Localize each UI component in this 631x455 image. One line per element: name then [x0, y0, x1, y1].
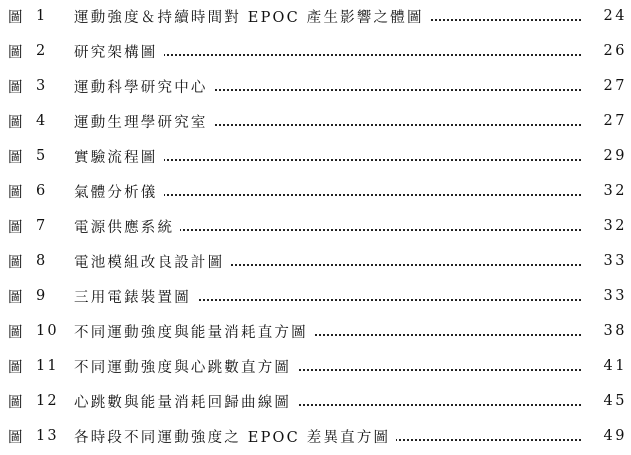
toc-entry[interactable]: [0, 179, 631, 203]
toc-entry[interactable]: [0, 39, 631, 63]
entry-prefix: 圖: [8, 254, 25, 271]
entry-prefix: 圖: [8, 324, 25, 341]
toc-entry[interactable]: [0, 4, 631, 28]
entry-number: 5: [36, 148, 48, 164]
toc-entry[interactable]: [0, 284, 631, 308]
entry-number: 6: [36, 183, 48, 199]
entry-page: 33: [583, 288, 627, 304]
entry-number: 7: [36, 218, 48, 234]
entry-title: 運動強度＆持續時間對 EPOC 產生影響之體圖: [74, 6, 430, 27]
toc-entry[interactable]: [0, 319, 631, 343]
entry-prefix: 圖: [8, 149, 25, 166]
toc-entry[interactable]: [0, 109, 631, 133]
entry-page: 32: [583, 218, 627, 234]
entry-number: 12: [36, 393, 59, 409]
entry-prefix: 圖: [8, 9, 25, 26]
entry-number: 8: [36, 253, 48, 269]
entry-title: 實驗流程圖: [74, 146, 164, 167]
toc-entry[interactable]: [0, 424, 631, 448]
toc-entry[interactable]: [0, 249, 631, 273]
entry-prefix: 圖: [8, 44, 25, 61]
entry-prefix: 圖: [8, 79, 25, 96]
entry-title: 不同運動強度與心跳數直方圖: [74, 356, 297, 377]
entry-prefix: 圖: [8, 429, 25, 446]
entry-number: 4: [36, 113, 48, 129]
entry-page: 26: [583, 43, 627, 59]
entry-prefix: 圖: [8, 289, 25, 306]
entry-title: 運動科學研究中心: [74, 76, 214, 97]
entry-title: 不同運動強度與能量消耗直方圖: [74, 321, 314, 342]
entry-page: 32: [583, 183, 627, 199]
entry-number: 13: [36, 428, 59, 444]
entry-prefix: 圖: [8, 359, 25, 376]
entry-prefix: 圖: [8, 394, 25, 411]
toc-entry[interactable]: [0, 354, 631, 378]
entry-title: 三用電錶裝置圖: [74, 286, 197, 307]
entry-title: 各時段不同運動強度之 EPOC 差異直方圖: [74, 426, 396, 447]
entry-number: 3: [36, 78, 48, 94]
toc-entry[interactable]: [0, 144, 631, 168]
entry-title: 電池模組改良設計圖: [74, 251, 230, 272]
entry-page: 24: [583, 8, 627, 24]
entry-number: 10: [36, 323, 59, 339]
entry-title: 運動生理學研究室: [74, 111, 214, 132]
entry-title: 氣體分析儀: [74, 181, 164, 202]
entry-prefix: 圖: [8, 219, 25, 236]
entry-title: 電源供應系統: [74, 216, 180, 237]
entry-page: 41: [583, 358, 627, 374]
entry-prefix: 圖: [8, 184, 25, 201]
entry-number: 2: [36, 43, 48, 59]
toc-entry[interactable]: [0, 389, 631, 413]
entry-page: 38: [583, 323, 627, 339]
entry-page: 49: [583, 428, 627, 444]
entry-page: 29: [583, 148, 627, 164]
entry-title: 心跳數與能量消耗回歸曲線圖: [74, 391, 297, 412]
entry-page: 27: [583, 113, 627, 129]
entry-number: 11: [36, 358, 59, 374]
entry-page: 27: [583, 78, 627, 94]
toc-entry[interactable]: [0, 74, 631, 98]
entry-page: 45: [583, 393, 627, 409]
entry-title: 研究架構圖: [74, 41, 164, 62]
entry-page: 33: [583, 253, 627, 269]
entry-number: 1: [36, 8, 48, 24]
toc-entry[interactable]: [0, 214, 631, 238]
entry-prefix: 圖: [8, 114, 25, 131]
entry-number: 9: [36, 288, 48, 304]
